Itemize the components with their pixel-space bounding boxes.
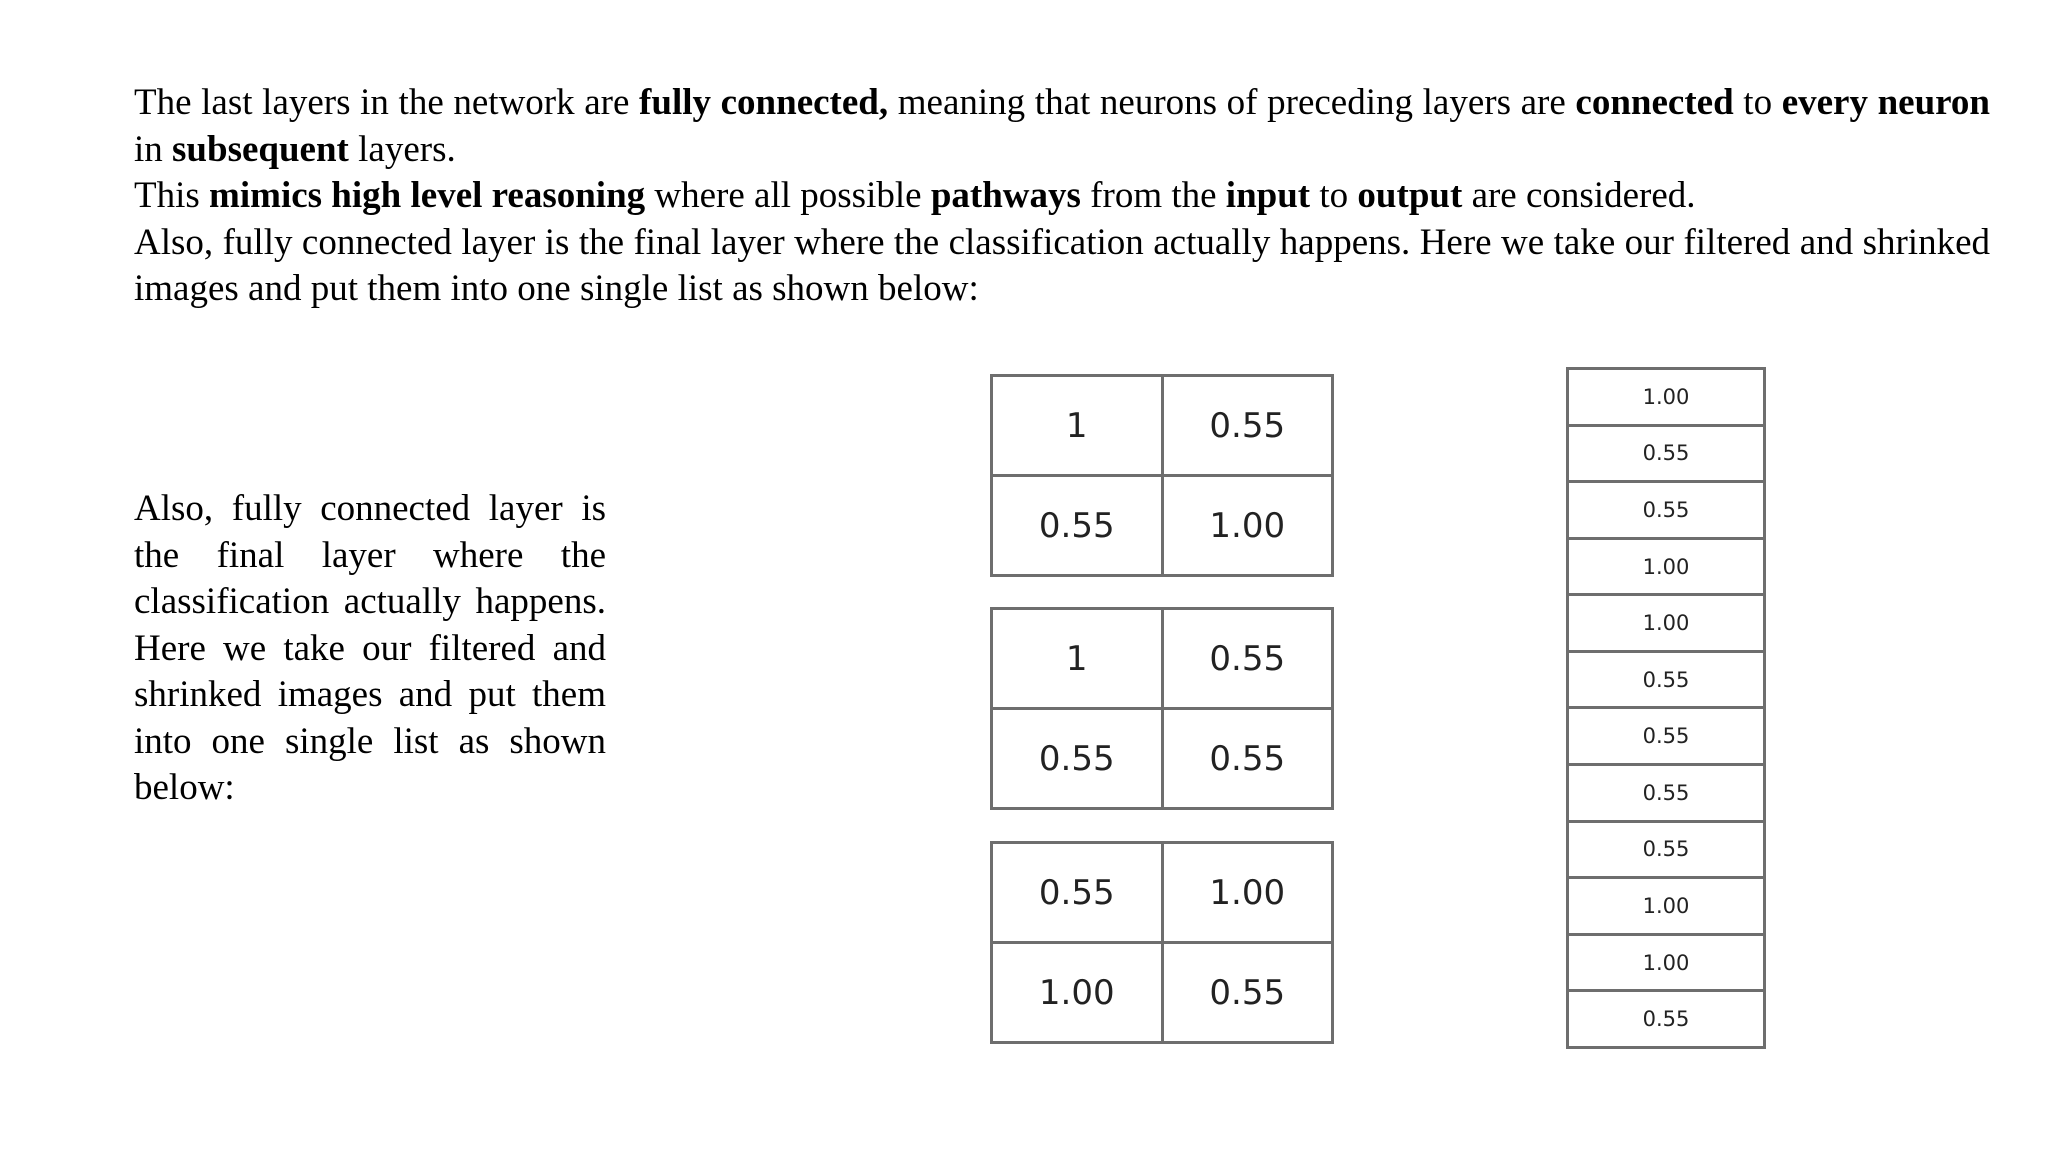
matrix-row — [992, 943, 1333, 1043]
matrix-cell: 0.55 — [1162, 709, 1333, 809]
matrix-cell: 1.00 — [1162, 843, 1333, 943]
matrix-cell: 0.55 — [992, 709, 1163, 809]
list-cell: 0.55 — [1568, 482, 1765, 539]
list-item — [1568, 765, 1765, 822]
list-cell: 0.55 — [1568, 821, 1765, 878]
matrix-row — [992, 609, 1333, 709]
paragraph-reasoning: This mimics high level reasoning where all possible pathways from the input to output are considered. — [134, 175, 1696, 216]
matrix-2 — [990, 607, 1334, 810]
list-item — [1568, 878, 1765, 935]
matrix-cell: 0.55 — [992, 476, 1163, 576]
intro-text — [134, 80, 1990, 313]
list-item — [1568, 369, 1765, 426]
matrix-cell: 0.55 — [1162, 609, 1333, 709]
paragraph-classification: Also, fully connected layer is the final layer where the classification actually happens. Here we take our filtered and shrinked images and put them into one single list as shown below: — [134, 221, 1990, 309]
flattened-list — [1566, 367, 1766, 1049]
list-item — [1568, 651, 1765, 708]
matrix-1 — [990, 374, 1334, 577]
list-item — [1568, 595, 1765, 652]
matrix-cell: 1 — [992, 376, 1163, 476]
list-item — [1568, 708, 1765, 765]
list-item — [1568, 934, 1765, 991]
matrix-3 — [990, 841, 1334, 1044]
list-cell: 1.00 — [1568, 595, 1765, 652]
list-item — [1568, 538, 1765, 595]
matrix-cell: 0.55 — [1162, 376, 1333, 476]
list-cell: 1.00 — [1568, 538, 1765, 595]
list-cell: 1.00 — [1568, 878, 1765, 935]
matrix-cell: 1.00 — [992, 943, 1163, 1043]
matrix-cell: 1 — [992, 609, 1163, 709]
matrix-row — [992, 376, 1333, 476]
list-cell: 0.55 — [1568, 425, 1765, 482]
list-cell: 0.55 — [1568, 765, 1765, 822]
list-cell: 0.55 — [1568, 708, 1765, 765]
list-item — [1568, 821, 1765, 878]
list-item — [1568, 425, 1765, 482]
matrix-row — [992, 843, 1333, 943]
list-cell: 0.55 — [1568, 651, 1765, 708]
matrix-cell: 0.55 — [1162, 943, 1333, 1043]
list-cell: 1.00 — [1568, 934, 1765, 991]
matrix-row — [992, 709, 1333, 809]
list-item — [1568, 482, 1765, 539]
list-cell: 1.00 — [1568, 369, 1765, 426]
side-paragraph: Also, fully connected layer is the final layer where the classification actually happens. Here we take our filtered and shrinked images and put them into one single list as shown below: — [134, 488, 606, 808]
paragraph-fully-connected: The last layers in the network are fully connected, meaning that neurons of preceding layers are connected to every neuron in subsequent layers. — [134, 82, 1991, 170]
matrix-cell: 0.55 — [992, 843, 1163, 943]
matrix-row — [992, 476, 1333, 576]
list-cell: 0.55 — [1568, 991, 1765, 1048]
matrix-cell: 1.00 — [1162, 476, 1333, 576]
list-item — [1568, 991, 1765, 1048]
